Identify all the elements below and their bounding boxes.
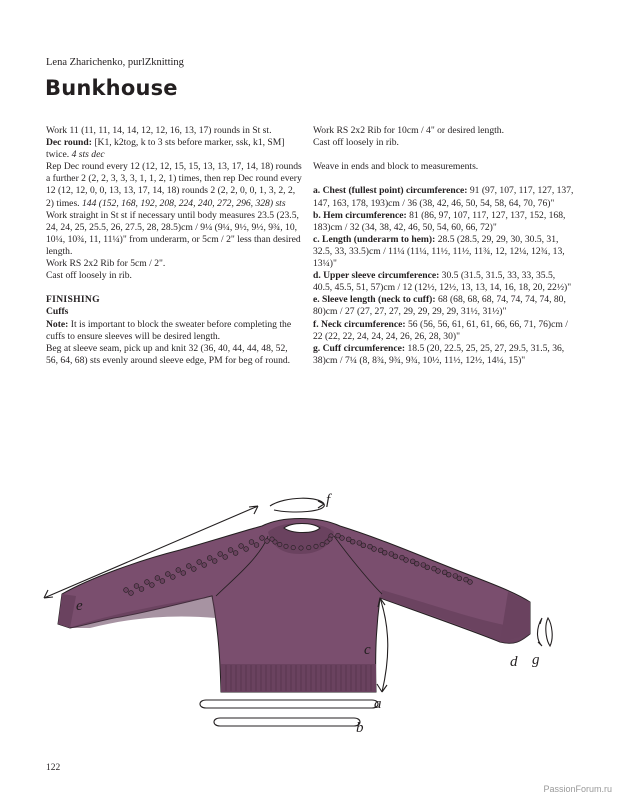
paragraph [46,161,302,209]
bobble [207,556,212,561]
label-e: e [76,598,83,614]
label-d: d [510,654,518,670]
bobble [150,583,155,588]
bobble [432,566,437,571]
bobble [453,574,458,579]
bobble [129,591,134,596]
arrow-a [200,700,378,708]
arrow-d [538,618,543,646]
bobble [197,560,202,565]
note-label: Note: [46,318,69,330]
dec-round-text: [K1, k2tog, k to 3 sts before marker, ssk, k1, SM] twice. [46,137,285,161]
rep-dec-text: Rep Dec round every 12 (12, 12, 15, 15, 13, 13, 17, 14, 18) rounds a further 2 (2, 2, 3, 3, 3, 1, 1, 2, 1) times, then rep Dec round every 12 (12, 12, 0, 0, 13, 13, 17, 14, 18) rounds 2 (2, 2, 0, 0, 1, 3, 2, 2, 2) times. [46,161,302,209]
label-c: c [364,642,371,658]
label-b: b [356,720,364,736]
paragraph: Work RS 2x2 Rib for 5cm / 2". [46,258,166,270]
note-text: It is important to block the sweater before completing the cuffs to ensure sleeves will be desired length. [46,318,292,342]
sweater-illustration [58,519,530,693]
paragraph: Cast off loosely in rib. [313,137,399,149]
stitch-count: 144 (152, 168, 192, 208, 224, 240, 272, 296, 328) sts [81,197,286,209]
bobble [165,572,170,577]
hem-ribbing [221,664,376,692]
measurement-a: a. Chest (fullest point) circumference: 91 (97, 107, 117, 127, 137, 147, 163, 178, 193)cm / 36 (38, 42, 46, 50, 54, 58, 64, 70, 76)" [313,185,574,209]
bobble [346,537,351,542]
cuffs-heading: Cuffs [46,306,69,318]
bobble [223,555,228,560]
bobble [181,571,186,576]
paragraph: Weave in ends and block to measurements. [313,161,479,173]
collar-bobble [325,540,329,544]
bobble [186,564,191,569]
bobble [202,563,207,568]
bobble [170,575,175,580]
note-paragraph [46,319,302,343]
paragraph [46,137,302,161]
bobble [464,577,469,582]
bobble [368,544,373,549]
watermark: PassionForum.ru [543,784,612,794]
bobble [134,584,139,589]
bobble [239,544,244,549]
bobble [410,559,415,564]
bobble [357,541,362,546]
collar-bobble [278,542,282,546]
bobble [191,567,196,572]
collar-bobble [284,544,288,548]
bobble [124,588,129,593]
right-column [313,125,575,367]
bobble [160,579,165,584]
bobble [421,563,426,568]
neck-opening [284,524,320,533]
bobble [260,536,265,541]
collar-bobble [314,544,318,548]
arrow-g [546,618,552,646]
bobble [212,559,217,564]
collar-bobble [270,537,274,541]
paragraph: Work RS 2x2 Rib for 10cm / 4" or desired length. [313,125,504,136]
measurement-e: e. Sleeve length (neck to cuff): 68 (68, 68, 68, 74, 74, 74, 74, 80, 80)cm / 27 (27, 27, 27, 29, 29, 29, 29, 31½, 31½)" [313,294,566,318]
bobble [145,580,150,585]
page-number: 122 [46,763,61,773]
bobble [265,539,270,544]
measurement-f: f. Neck circumference: 56 (56, 56, 61, 61, 61, 66, 66, 71, 76)cm / 22 (22, 22, 24, 24, 24, 26, 26, 28, 30)" [313,318,568,342]
bobble [218,552,223,557]
collar-bobble [307,545,311,549]
bobble [139,587,144,592]
arrow-b [214,718,360,726]
page-title: Bunkhouse [45,76,178,100]
bobble [176,568,181,573]
bobble [254,543,259,548]
sweater-schematic [30,478,595,740]
measurement-d: d. Upper sleeve circumference: 30.5 (31.5, 31.5, 33, 33, 35.5, 40.5, 45.5, 51, 57)cm / 12 (12½, 12½, 13, 13, 14, 16, 18, 20, 22½)" [313,270,572,294]
bobble [228,548,233,553]
collar-bobble [291,545,295,549]
bobble [378,548,383,553]
bobble [400,555,405,560]
bobble [155,576,160,581]
author-credit: Lena Zharichenko, purlZknitting [46,57,184,68]
bobble [233,551,238,556]
paragraph: Beg at sleeve seam, pick up and knit 32 (36, 40, 44, 44, 48, 52, 56, 64, 68) sts evenly around sleeve edge, PM for beg of round. [46,342,291,366]
collar-bobble [320,542,324,546]
paragraph: Work straight in St st if necessary until body measures 23.5 (23.5, 24, 24, 25, 25.5, 26, 27.5, 28, 28.5)cm / 9¼ (9¼, 9½, 9½, 9¾, 10, 10¼, 10¾, 11, 11¼)" from underarm, or 5cm / 2" less than desired length. [46,209,301,257]
bobble [442,570,447,575]
paragraph: Cast off loosely in rib. [46,270,132,282]
arrow-f [270,498,324,512]
bobble [336,533,341,538]
left-column [46,125,302,367]
bobble [389,552,394,557]
measurement-c: c. Length (underarm to hem): 28.5 (28.5, 29, 29, 30, 30.5, 31, 32.5, 33, 33.5)cm / 11¼ (11¼, 11½, 11½, 11¾, 12, 12¼, 12¾, 13, 13¼)" [313,233,565,270]
bobble [244,547,249,552]
collar-bobble [299,546,303,550]
dec-round-label: Dec round: [46,137,92,149]
label-f: f [326,492,331,508]
paragraph: Work 11 (11, 11, 14, 14, 12, 12, 16, 13, 17) rounds in St st. [46,125,272,136]
stitch-count: 4 sts dec [71,149,105,161]
measurement-b: b. Hem circumference: 81 (86, 97, 107, 117, 127, 137, 152, 168, 183)cm / 32 (34, 38, 42, 46, 50, 54, 60, 66, 72)" [313,209,566,233]
bobble [249,540,254,545]
label-g: g [532,652,540,668]
label-a: a [374,696,382,712]
finishing-heading: FINISHING [46,294,100,306]
measurement-g: g. Cuff circumference: 18.5 (20, 22.5, 25, 25, 27, 29.5, 31.5, 36, 38)cm / 7¼ (8, 8¾, 9¾, 9¾, 10½, 11½, 12½, 14¼, 15)" [313,342,565,366]
